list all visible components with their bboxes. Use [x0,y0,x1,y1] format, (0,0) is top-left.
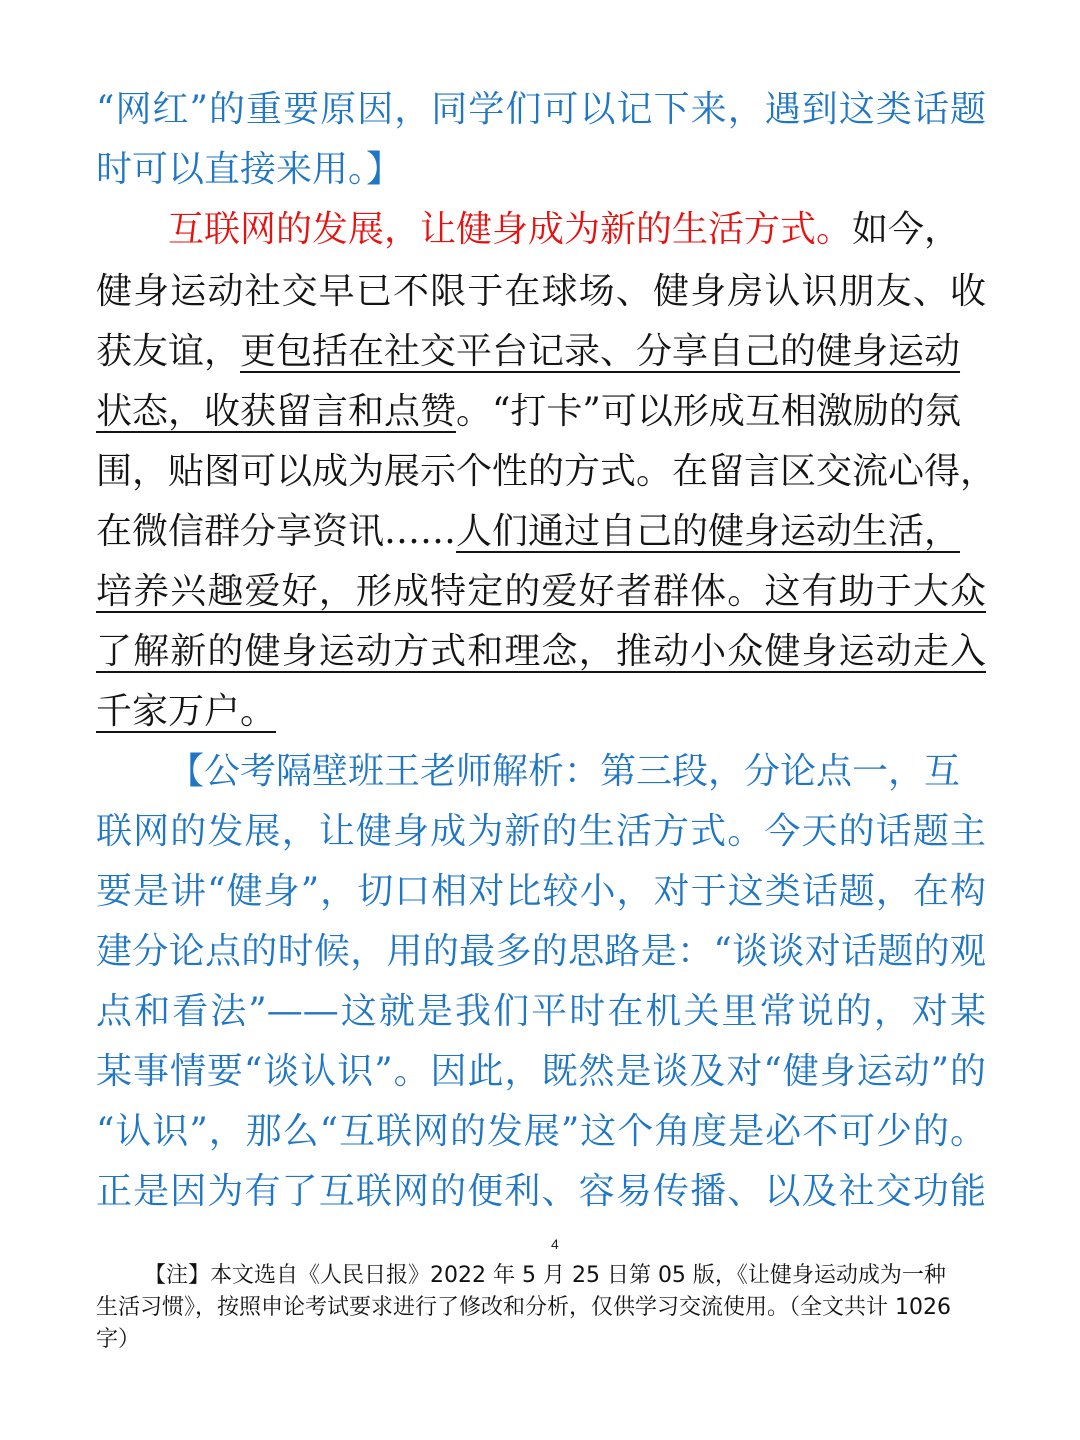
body-line [96,502,986,562]
commentary-first-line: 【公考隔壁班王老师解析：第三段，分论点一，互 [168,751,961,792]
underlined-text: 状态，收获留言和点赞 [96,391,457,432]
body-line [96,322,986,382]
underlined-text: 千家万户。 [96,691,277,732]
commentary-line: 建分论点的时候，用的最多的思路是：“谈谈对话题的观 [96,931,986,972]
footnote-line: 【注】本文选自《人民日报》2022 年 5 月 25 日第 05 版，《让健身运动成为一种 [144,1263,946,1288]
body-line [96,382,986,442]
commentary-line: 某事情要“谈认识”。因此，既然是谈及对“健身运动”的 [96,1051,986,1092]
underlined-text: 更包括在社交平台记录、分享自己的健身运动 [240,331,961,372]
underlined-line: 了解新的健身运动方式和理念，推动小众健身运动走入 [96,631,986,672]
body-text: 在微信群分享资讯…… [96,511,457,552]
commentary-line: “认识”，那么“互联网的发展”这个角度是必不可少的。 [96,1111,986,1152]
commentary-line: “网红”的重要原因，同学们可以记下来，遇到这类话题 [96,89,986,130]
commentary-line: 正是因为有了互联网的便利、容易传播、以及社交功能 [96,1171,986,1212]
commentary-line: 点和看法”——这就是我们平时在机关里常说的，对某 [96,991,986,1032]
underlined-text: 人们通过自己的健身运动生活， [456,511,961,552]
paragraph-first-line [168,200,986,260]
footnote-line: 字） [96,1327,141,1352]
commentary-line: 联网的发展，让健身成为新的生活方式。今天的话题主 [96,811,986,852]
underlined-line [96,682,986,742]
body-line: 健身运动社交早已不限于在球场、健身房认识朋友、收 [96,271,986,312]
body-line: 围，贴图可以成为展示个性的方式。在留言区交流心得， [96,451,997,492]
footnote-line: 生活习惯》，按照申论考试要求进行了修改和分析，仅供学习交流使用。（全文共计 1026 [96,1295,951,1320]
body-text: 获友谊， [96,331,241,372]
body-text: 如今， [852,209,961,250]
commentary-line: 时可以直接来用。】 [96,149,403,190]
page-number: 4 [551,1236,559,1252]
commentary-line: 要是讲“健身”，切口相对比较小，对于这类话题，在构 [96,871,986,912]
subpoint-heading: 互联网的发展，让健身成为新的生活方式。 [168,209,853,250]
underlined-line: 培养兴趣爱好，形成特定的爱好者群体。这有助于大众 [96,571,986,612]
body-text: 。“打卡”可以形成互相激励的氛 [456,391,961,432]
